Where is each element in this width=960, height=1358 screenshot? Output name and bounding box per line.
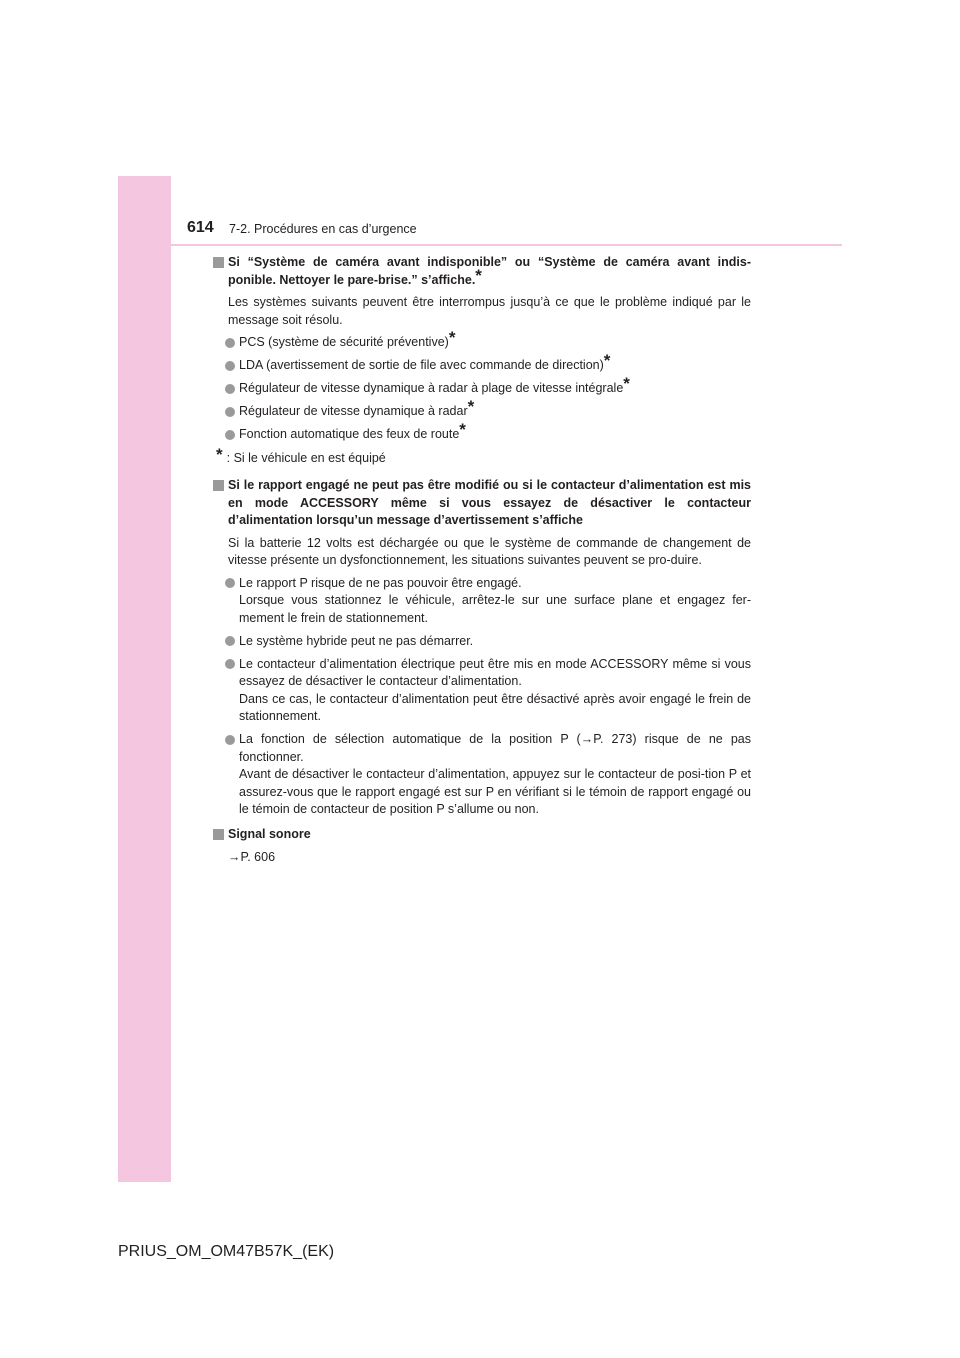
square-bullet-icon [213,829,224,840]
asterisk-mark: * [216,444,223,464]
sidebar-tab [118,176,171,1182]
footnote-text: : Si le véhicule en est équipé [226,450,386,465]
section-heading-shift [213,477,751,530]
circle-bullet-icon [225,578,235,588]
square-bullet-icon [213,480,224,491]
circle-bullet-icon [225,659,235,669]
list-item: Le rapport P risque de ne pas pouvoir être engagé. Lorsque vous stationnez le véhicule, arrêtez-le sur une surface plane et engagez fer-mement le frein de stationnement. [225,575,751,628]
square-bullet-icon [213,257,224,268]
list-item: Fonction automatique des feux de route* [225,426,751,444]
document-id: PRIUS_OM_OM47B57K_(EK) [118,1243,335,1260]
circle-bullet-icon [225,384,235,394]
circle-bullet-icon [225,361,235,371]
page-content [213,254,751,871]
list-item: Le système hybride peut ne pas démarrer. [225,633,751,651]
circle-bullet-icon [225,636,235,646]
asterisk-mark: * [475,265,482,285]
list-item: PCS (système de sécurité préventive)* [225,334,751,352]
heading-text: Si “Système de caméra avant indisponible” ou “Système de caméra avant indis-ponible. Nettoyer le pare-brise.” s’affiche. [228,255,751,287]
list-item: Régulateur de vitesse dynamique à radar à plage de vitesse intégrale* [225,380,751,398]
page-number: 614 [187,219,214,236]
list-item: La fonction de sélection automatique de la position P (→P. 273) risque de ne pas fonctionner. Avant de désactiver le contacteur d’alimentation, appuyez sur le contacteur de posi-tion P et assurez-vous que le rapport engagé est sur P en vérifiant si le témoin de rapport engagé ou le témoin de contacteur de position P s’allume ou non. [225,731,751,819]
list-item: Régulateur de vitesse dynamique à radar* [225,403,751,421]
section-title: 7-2. Procédures en cas d’urgence [229,222,417,236]
heading-text: Signal sonore [228,827,311,841]
page-reference-link[interactable]: →P. 606 [228,849,276,864]
list-item: LDA (avertissement de sortie de file avec commande de direction)* [225,357,751,375]
section-heading-signal [213,826,751,844]
section-heading-camera [213,254,751,289]
footnote [216,444,751,468]
circle-bullet-icon [225,338,235,348]
header-rule [171,244,842,246]
heading-text: Si le rapport engagé ne peut pas être modifié ou si le contacteur d’alimentation est mis en mode ACCESSORY même si vous essayez de désactiver le contacteur d’alimentation lorsqu’un message d’avertissement s’affiche [228,478,751,527]
circle-bullet-icon [225,407,235,417]
circle-bullet-icon [225,430,235,440]
section-intro: Si la batterie 12 volts est déchargée ou que le système de commande de changement de vitesse présente un dysfonctionnement, les situations suivantes peuvent se pro-duire. [228,535,751,567]
list-item: Le contacteur d’alimentation électrique peut être mis en mode ACCESSORY même si vous essayez de désactiver le contacteur d’alimentation. Dans ce cas, le contacteur d’alimentation peut être désactivé après avoir engagé le frein de stationnement. [225,656,751,726]
section-intro: Les systèmes suivants peuvent être interrompus jusqu’à ce que le problème indiqué par le message soit résolu. [228,295,751,327]
circle-bullet-icon [225,735,235,745]
